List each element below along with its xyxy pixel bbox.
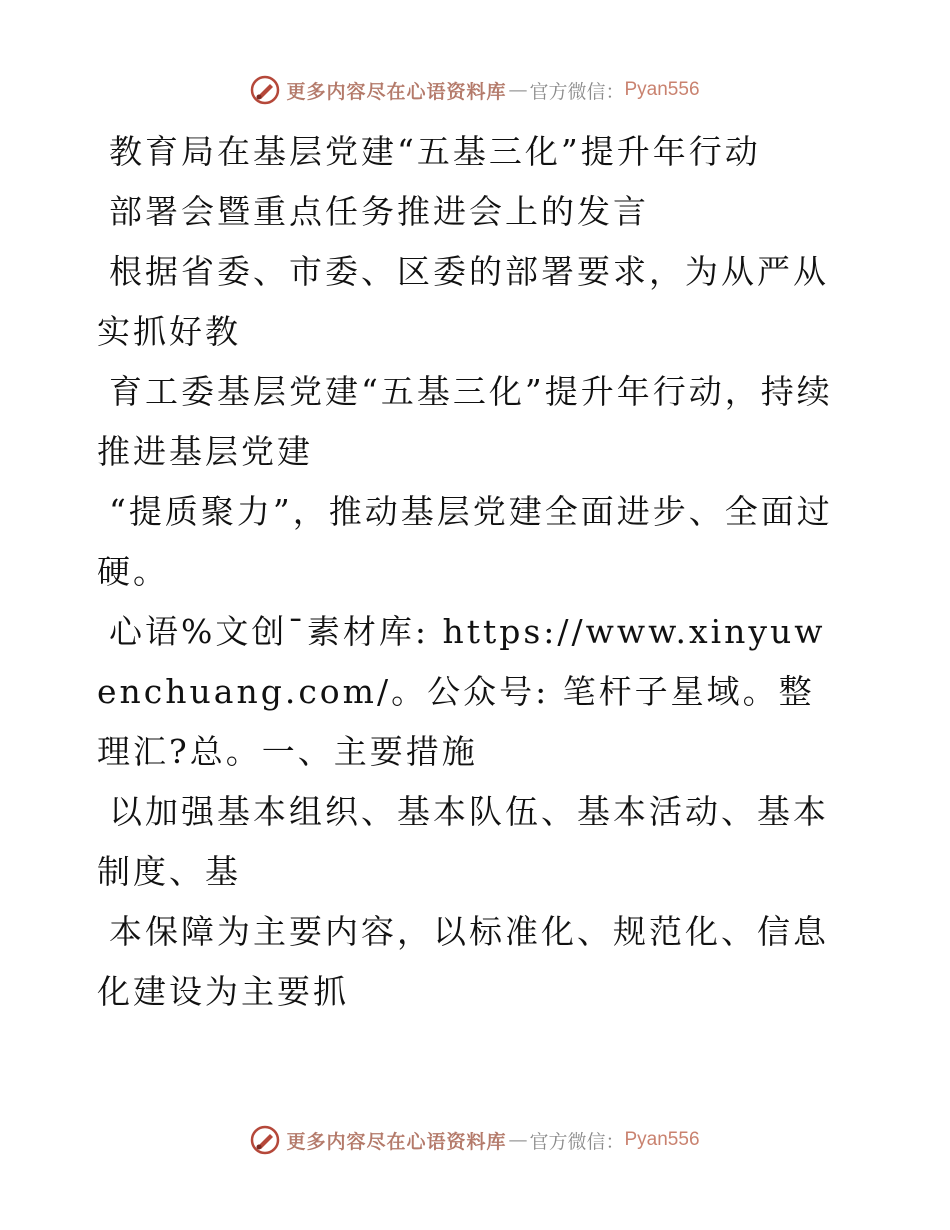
banner-wechat-id: Pyan556	[624, 79, 700, 100]
header-watermark-banner	[0, 70, 950, 110]
paragraph-body-3: “提质聚力”，推动基层党建全面进步、全面过硬。	[97, 492, 833, 591]
banner-wechat-label: 官方微信：	[529, 80, 625, 103]
brush-logo-icon	[250, 1125, 280, 1155]
banner-separator: —	[508, 79, 528, 101]
paragraph-title-1: 教育局在基层党建“五基三化”提升年行动	[109, 132, 761, 171]
paragraph-source-note: 心语%文创¯素材库: https://www.xinyuwenchuang.com/。公众号: 笔杆子星域。整理汇?总。一、主要措施	[97, 612, 826, 771]
document-body	[97, 122, 837, 1022]
paragraph-body-4: 以加强基本组织、基本队伍、基本活动、基本制度、基	[97, 792, 829, 891]
paragraph-title-2: 部署会暨重点任务推进会上的发言	[109, 192, 649, 231]
paragraph-body-2: 育工委基层党建“五基三化”提升年行动，持续推进基层党建	[97, 372, 833, 471]
paragraph-body-1: 根据省委、市委、区委的部署要求，为从严从实抓好教	[97, 252, 829, 351]
banner-wechat-label: 官方微信：	[529, 1130, 625, 1153]
banner-wechat-id: Pyan556	[624, 1129, 700, 1150]
banner-text: 更多内容尽在心语资料库	[286, 1130, 507, 1153]
paragraph-body-5: 本保障为主要内容，以标准化、规范化、信息化建设为主要抓	[97, 912, 829, 1011]
banner-separator: —	[508, 1129, 528, 1151]
banner-text: 更多内容尽在心语资料库	[286, 80, 507, 103]
footer-watermark-banner	[0, 1120, 950, 1160]
brush-logo-icon	[250, 75, 280, 105]
